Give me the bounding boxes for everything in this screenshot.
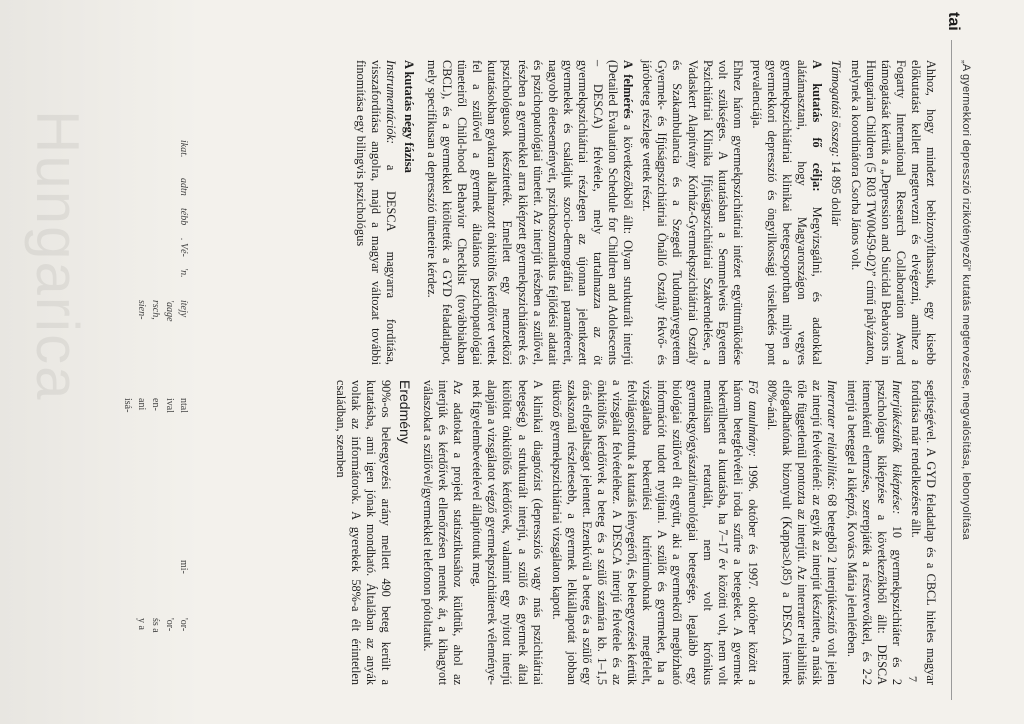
paragraph (549, 380, 760, 685)
strip-fragment: ítejy (178, 300, 189, 318)
paragraph: Ehhez három gyermekpszichiátriai intézet együttműködése volt szükséges. A kutatásban a Semmelweis Egyetem Pszichiátriai Klinika Ifjúságpszichiátriai Szakrendelése, a Vadaskert Alapítvány Kórház-Gyermekpszichiátriai Osztály és Szakambulancia és a Szegedi Tudományegyetem Gyermek- és Ifjúságpszichiátriai Önálló Osztály fekvő- és járóbeteg részlege vettek részt. (640, 60, 745, 365)
inline-label: Instrumentációk: (383, 60, 398, 145)
inline-label: Támogatási összeg: (829, 60, 844, 158)
strip-fragment: adtn (178, 178, 189, 196)
right-column (328, 380, 938, 685)
paragraph: 90%-os beleegyezési arány mellett 490 beteg került a kutatásba, ami igen jónak mondható. Általában az anyák voltak az informátorok. A gyerekek 58%-a élt érintetlen családban, szemben (333, 380, 393, 685)
strip-fragment: śs a (150, 618, 161, 633)
inline-text: Megvizsgálni, és adatokkal alátámasztani, hogy Magyarországon vegyes gyermekpszichiátriai klinikai betegcsoportban milyen a gyermekkori depresszió és öngyilkossági viselkedés pont prevalenciája. (749, 60, 825, 365)
strip-fragment: en- (150, 398, 161, 411)
chapter-tab: tai (945, 12, 962, 31)
inline-label: A felmérés (621, 60, 636, 119)
inline-label: Fő tanulmány: (745, 380, 760, 457)
paragraph: segítségével. A GYD feladatlap és a CBCL hiteles magyar fordítása már rendelkezésre állt. (908, 380, 938, 685)
strip-fragment: 'aage (164, 300, 175, 322)
paragraph: Ahhoz, hogy mindezt bebizonyíthassuk, egy kisebb előkutatást kellett megtervezni és elvégezni, amihez a Fogarty International Research Collaboration Award támogatását kértük a „Depression and Suicidal Behaviors in Hungarian Children (5 R03 TW00459-02)” című pályázaton, melynek a koordinátora Csorba János volt. (848, 60, 938, 365)
strip-fragment: rsch, (150, 300, 161, 320)
strip-fragment: ntal (178, 398, 189, 413)
inline-label: Interrater reliabilitás: (825, 380, 840, 491)
inline-text: 14 895 dollár (829, 157, 844, 227)
inline-text: a következőkből állt: Olyan strukturált interjú (Detailed Evaluation Schedule for Children and Adolescents – DESCA) felvétele, mely tartalmazza az öt gyermekpszichiátriai részlegen az újonnan jelentkezett gyermekek és családjuk szocio-demográfiai paramétereit, nagyobb életeseményeit, pszichoszomatikus fejlődési adatait és pszichopatológiai tüneteit. Az interjút részben a szülővel, részben a gyermekkel arra kiképzett gyermekpszichiáterek és pszichológusok készítették. Emellett egy nemzetközi kutatásokban gyakran alkalmazott önkitöltős kérdőívet vettek fel a szülővel a gyermek általános pszichopatológiai tüneteiről Child-hood Behavior Checklist (továbbiakban CBCL), és a gyermekkel kitöltették a GYD feladatlapot, mely specifikusan a depresszió tüneteire kérdez. (425, 60, 636, 365)
strip-fragment: sien- (136, 300, 147, 320)
strip-fragment: 'n. (178, 268, 189, 278)
strip-fragment: isá- (122, 398, 133, 413)
inline-text: 68 betegből 2 interjúkészítő volt jelen az interjú felvételénél: az egyik az interjút készítette, a másik tőle függetlenül pontozta az interjút. Az interrater reliabilitás elfogadhatónak bizonyult (Kappa≥0,85) a DESCA itemek 80%-ánál. (765, 380, 840, 685)
strip-fragment: ikat. (178, 140, 189, 158)
strip-fragment: mi- (178, 560, 189, 574)
inline-text: 10 gyermekpszichiáter és 2 pszichológus kiképzése a következőkből állt: DESCA itemenkénti elemzése, szerepjáték a résztvevőkkel, és 2-2 interjú a beteggel a kiképző, Kovács Mária jelenlétében. (844, 380, 904, 685)
strip-fragment: ani (136, 398, 147, 411)
inline-text: 1996. október és 1997. október között a három betegfelvételi iroda szűrte a betegeket. A gyermek bekerülhetett a kutatásba, ha 7–17 év közötti volt, nem volt mentálisan retardált, nem volt krónikus gyermekgyógyászati/neurológiai betegsége, legalább egy biológiai szülővel élt együtt, aki a gyermekről megbízható információt tudott nyújtani. A szülőt és gyermeket, ha a vizsgálatba bekerülési kritériumoknak megfelelt, felvilágosítottuk a kutatás lényegéről, és beleegyezését kértük a vizsgálat felvételéhez. A DESCA interjú felvétele és az önkitöltős kérdőívek a beteg és a szülő számára kb. 1–1,5 órás elfoglaltságot jelentett. Ezenkívül a beteg és a szülő egy szakszonál részletesebb, a gyermek lelkiállapotát jobban tükröző gyermekpszichiátriai vizsgálaton kapott. (549, 380, 760, 686)
running-head: „A gyermekkori depresszió rizikótényezői” kutatás megtervezése, megvalósítása, lebonyolítása (960, 60, 972, 541)
inline-label: A kutatás fő célja: (810, 60, 825, 192)
paragraph: Az adatokat a projekt statisztikusához küldtük, ahol az interjúk és kérdőívek ellenőrzésen mentek át, a kihagyott válaszokat a szülővel/gyermekkel telefonon pótoltatuk. (421, 380, 466, 685)
watermark: Hungarica (24, 110, 91, 402)
paragraph: A klinikai diagnózist (depressziós vagy más pszichiátriai betegség) a strukturált interjú, a szülő és gyermek által kitöltött önkitöltős kérdőívek, valamint egy nyitott interjú alapján a vizsgálatot végző gyermekpszichiáterek véleménye-nek figyelembevételével állapítottuk meg. (470, 380, 545, 685)
strip-fragment: ival (164, 398, 175, 413)
paragraph (424, 60, 635, 365)
paragraph (828, 60, 843, 365)
inline-label: Interjúkészítők kiképzése: (889, 380, 904, 515)
strip-fragment: 'or- (178, 618, 189, 632)
page-number: 7 (906, 676, 920, 682)
section-heading: A kutatás négy fázisa (401, 60, 416, 173)
paragraph (749, 60, 824, 365)
strip-fragment: . Vé- (178, 238, 189, 257)
paragraph (353, 60, 398, 365)
left-column (349, 60, 938, 365)
strip-fragment: tébb (178, 208, 189, 226)
header-rule (951, 40, 952, 700)
inline-text: a DESCA magyarra fordítása, visszafordítása angolra, majd a magyar változat további finomítása egy bilingvis pszichológus (353, 60, 398, 365)
section-heading: Eredmény (396, 380, 413, 444)
paragraph (843, 380, 903, 685)
paragraph (764, 380, 839, 685)
strip-fragment: 'or- (164, 618, 175, 632)
strip-fragment: y a (136, 618, 147, 630)
